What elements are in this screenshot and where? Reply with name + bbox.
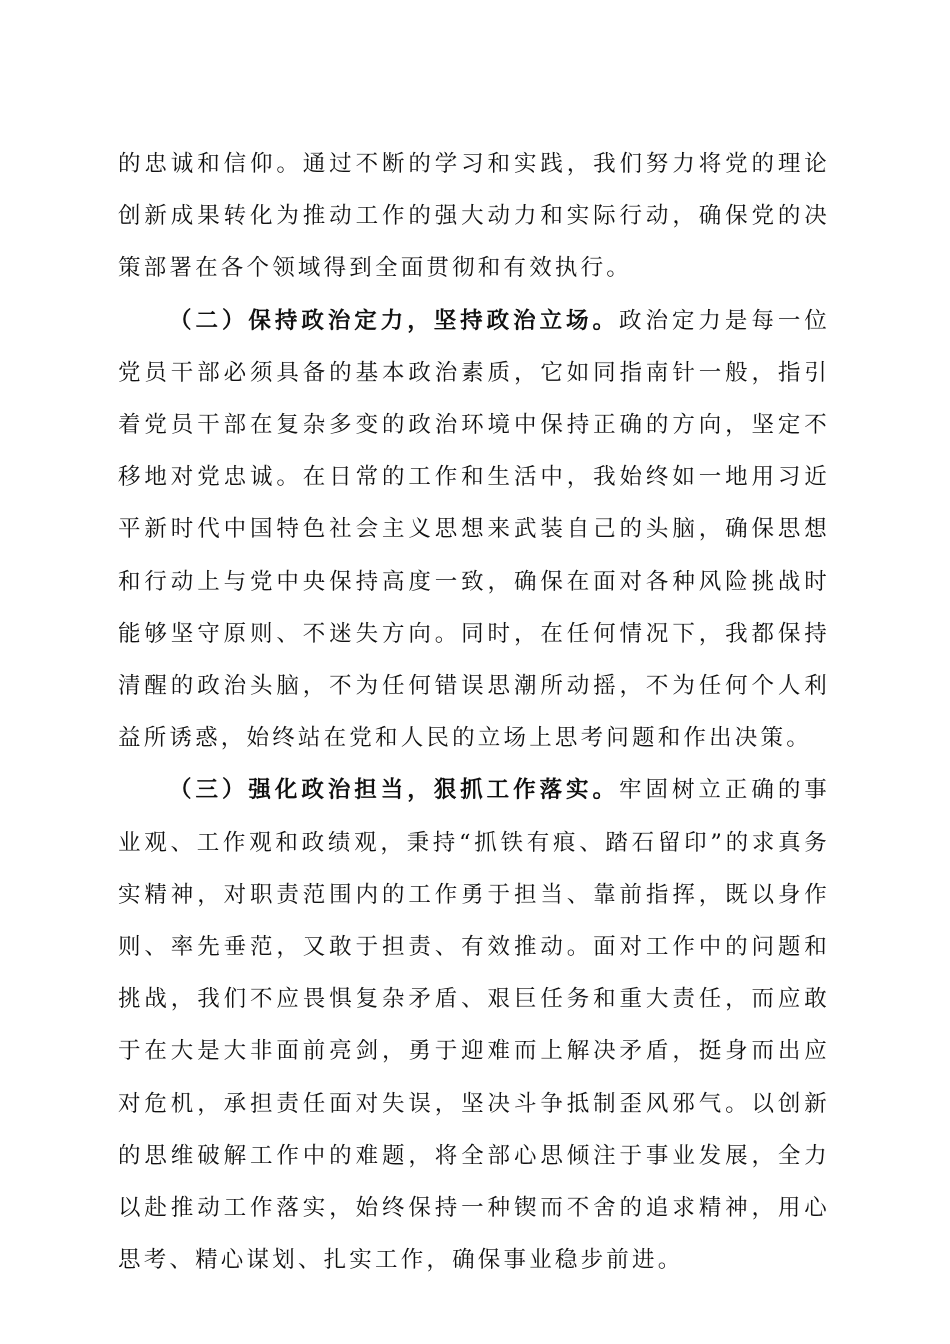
paragraph-section-3 [118,764,830,1286]
paragraph-section-2 [118,295,830,765]
paragraph-text: 牢固树立正确的事业观、工作观和政绩观，秉持“抓铁有痕、踏石留印”的求真务实精神，对职责范围内的工作勇于担当、靠前指挥，既以身作则、率先垂范，又敢于担责、有效推动。面对工作中的问题和挑战，我们不应畏惧复杂矛盾、艰巨任务和重大责任，而应敢于在大是大非面前亮剑，勇于迎难而上解决矛盾，挺身而出应对危机，承担责任面对失误，坚决斗争抵制歪风邪气。以创新的思维破解工作中的难题，将全部心思倾注于事业发展，全力以赴推动工作落实，始终保持一种锲而不舍的追求精神，用心思考、精心谋划、扎实工作，确保事业稳步前进。 [118,777,830,1274]
document-body [118,138,830,1286]
paragraph-text: 政治定力是每一位党员干部必须具备的基本政治素质，它如同指南针一般，指引着党员干部在复杂多变的政治环境中保持正确的方向，坚定不移地对党忠诚。在日常的工作和生活中，我始终如一地用习近平新时代中国特色社会主义思想来武装自己的头脑，确保思想和行动上与党中央保持高度一致，确保在面对各种风险挑战时能够坚守原则、不迷失方向。同时，在任何情况下，我都保持清醒的政治头脑，不为任何错误思潮所动摇，不为任何个人利益所诱惑，始终站在党和人民的立场上思考问题和作出决策。 [118,307,830,752]
paragraph-continuation [118,138,830,295]
paragraph-text: 的忠诚和信仰。通过不断的学习和实践，我们努力将党的理论创新成果转化为推动工作的强大动力和实际行动，确保党的决策部署在各个领域得到全面贯彻和有效执行。 [118,151,830,282]
section-heading-2: （二）保持政治定力，坚持政治立场。 [169,307,619,334]
section-heading-3: （三）强化政治担当，狠抓工作落实。 [169,777,619,804]
